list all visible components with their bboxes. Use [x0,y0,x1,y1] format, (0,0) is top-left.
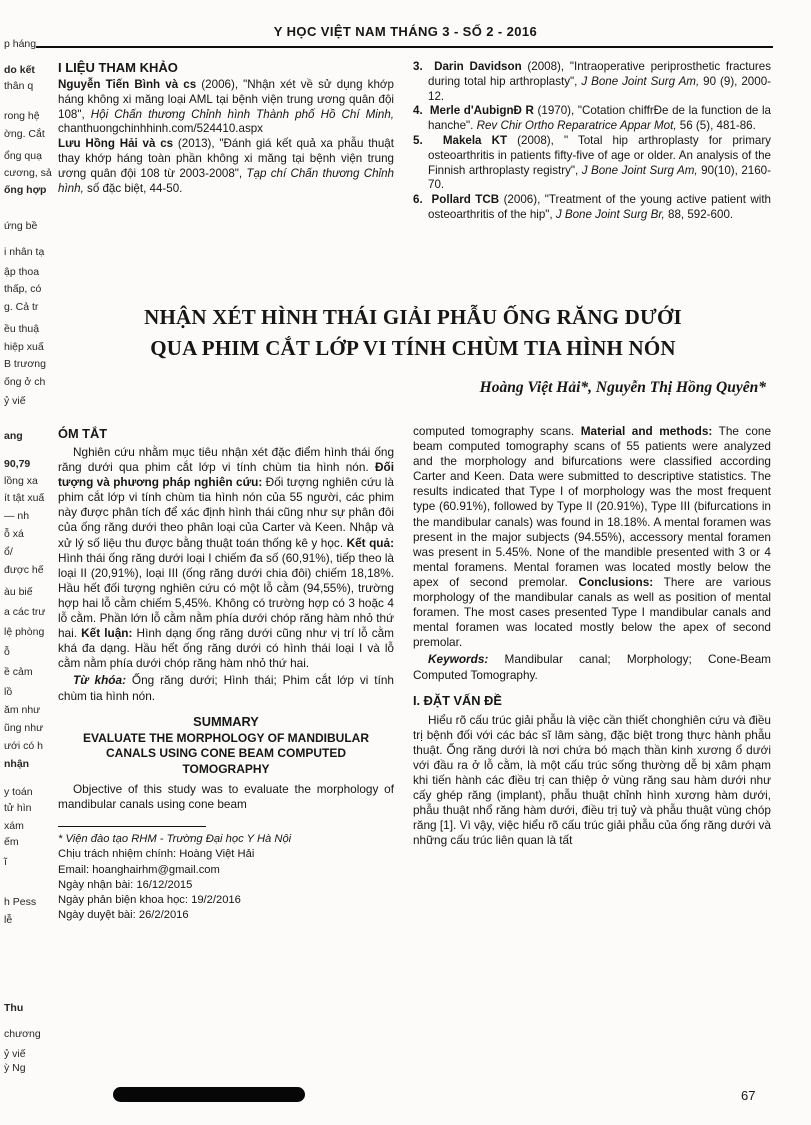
article-title-line1: NHẬN XÉT HÌNH THÁI GIẢI PHẪU ỐNG RĂNG DƯỚI [144,305,682,329]
footnote-separator [58,826,206,827]
margin-artifact-text: B trương [4,358,46,370]
journal-title: Y HỌC VIỆT NAM THÁNG 3 - SỐ 2 - 2016 [273,24,538,39]
text-segment: 6. Pollard TCB [413,193,500,207]
margin-artifact-text: ưới có h [4,740,44,752]
reference-item [413,134,771,193]
margin-artifact-text: ít tật xuấ [4,492,45,504]
margin-artifact-text: lệ phòng [4,626,45,638]
text-segment: (2006), "Nhận xét về sử dụng khớp háng không xi măng loại AML tại bệnh viện trung ương quân đội 108", [58,78,394,121]
text-segment: Kết luận: [81,626,133,641]
text-segment: 56 (5), 481-86. [676,119,756,133]
page-header [0,24,811,39]
text-segment: 88, 592-600. [664,207,734,221]
text-segment: J Bone Joint Surg Am, [581,74,700,88]
margin-artifact-text: ứng bề [4,220,38,232]
text-segment: The cone beam computed tomography scans of 55 patients were analyzed and the morphology and bifurcations were classified according Carter and Keen. Data were submitted to descriptive statistics. The results indicated that Type I of morphology was the most frequent type (60.91%), followed by Type II (20.91%), Type III (bifurcations in the mandibular canals) was found in 18.18%. A mental foramen was present in the major subjects (94.55%), accessory mental foramen was present in 5.45%. None of the mandible presented with 3 or 4 mental foramens. Mental foramen was located mostly below the apex of second premolar. [413,424,772,589]
article-title-block [56,302,770,397]
margin-artifact-text: lễ [4,914,13,926]
margin-artifact-text: ề cảm [4,666,33,678]
margin-artifact-text: ỗ xá [4,528,24,540]
text-segment: Tạp chí Chấn thương Chỉnh hình, [58,166,394,195]
margin-artifact-text: thấp, có [4,283,42,295]
introduction-heading: I. ĐẶT VẤN ĐỀ [413,692,502,708]
margin-artifact-text: ĩ [4,856,7,868]
abstract-keywords [58,673,394,703]
margin-artifact-text: lồng xa [4,475,38,487]
text-segment: (2008), "Intraoperative periprosthetic fractures during total hip arthroplasty", [428,60,772,88]
text-segment: (2006), "Treatment of the young active patient with osteoarthritis of the hip", [428,193,771,221]
margin-artifact-text: ỗ [4,646,10,658]
margin-artifact-text: ổng quạ [4,150,42,162]
text-segment: 90 (9), 2000-12. [428,74,771,103]
summary-continuation-paragraph [413,424,771,650]
text-segment: 90(10), 2160-70. [428,163,771,192]
margin-artifact-text: a các trư [4,606,46,618]
references-heading: I LIỆU THAM KHẢO [58,60,178,75]
text-segment: 4. Merle d'AubignĐ R [413,104,534,118]
footnote-email: Email: hoanghairhm@gmail.com [58,863,220,876]
margin-artifact-text: p háng [4,38,37,50]
article-title-line2: QUA PHIM CẮT LỚP VI TÍNH CHÙM TIA HÌNH NÓN [150,336,676,360]
reference-item [413,193,771,223]
margin-artifact-text: g. Cả tr [4,301,39,313]
footnote-review-date: Ngày phản biện khoa học: 19/2/2016 [58,894,241,907]
abstract-heading: ÓM TẮT [58,426,108,441]
references-left-column [58,60,394,196]
text-segment: There are various morphology of the mandibular canals as well as position of mental foramen. The most cases presented Type I mandibular canals and mental foramen was located mostly below the apex of second premolar. [413,574,771,650]
reference-item [413,104,771,134]
margin-artifact-text: được hế [4,564,44,576]
text-segment: Rev Chir Ortho Reparatrice Appar Mot, [476,119,677,133]
footnote-received-date: Ngày nhận bài: 16/12/2015 [58,878,193,891]
margin-artifact-text: ếm [4,836,19,848]
summary-title: EVALUATE THE MORPHOLOGY OF MANDIBULAR CANALS USING CONE BEAM COMPUTED TOMOGRAPHY [83,730,369,776]
left-column [58,424,394,924]
margin-artifact-text: xám [4,820,24,832]
right-column [413,424,771,850]
reference-item [58,137,394,196]
introduction-paragraph: Hiểu rõ cấu trúc giải phẫu là việc cần thiết chonghiên cứu và điều trị bệnh đối với các bác sĩ lâm sàng, đặc biệt trong thực hành phẫu thuật. Ống răng dưới là nơi chứa bó mạch thần kinh xương ổ dưới với đầu ra ở lỗ cằm, là một cấu trúc sống thường dễ bị xâm phạm khi tiến hành các điều trị can thiệp ở vùng răng sau hàm dưới như cấy ghép răng (implant), phẫu thuật chỉnh hình xương hàm dưới, phẫu thuật nhổ răng hàm dưới, điều trị tuỷ và phẫu thuật vùng chóp răng [1]. Vì vậy, việc hiểu rõ cấu trúc giải phẫu của ống răng dưới và những cấu trúc liên quan là tất [413,712,771,848]
margin-artifact-text: àu biế [4,586,33,598]
margin-artifact-text: h Pess [4,896,37,908]
text-segment: Material and methods: [580,424,713,438]
margin-artifact-text: y toán [4,786,33,798]
margin-artifact-text: tử hìn [4,802,32,814]
margin-artifact-text: 90,79 [4,458,31,470]
article-authors: Hoàng Việt Hải*, Nguyễn Thị Hồng Quyên* [479,379,766,396]
margin-artifact-text: ang [4,430,23,442]
margin-artifact-text: ập thoa [4,266,40,278]
scan-artifact-bar [113,1087,305,1102]
reference-item [413,60,771,104]
text-segment: Nguyễn Tiến Bình và cs [58,78,197,91]
summary-lead-paragraph: Objective of this study was to evaluate the morphology of mandibular canals using cone beam [58,782,394,812]
text-segment: (1970), "Cotation chiffrĐe de la function de la hanche". [428,104,771,133]
margin-artifact-text: rong hệ [4,110,40,122]
margin-artifact-text: ống hợp [4,184,47,196]
text-segment: 3. Darin Davidson [413,60,522,73]
references-list-left [58,78,394,196]
margin-artifact-text: — nh [4,510,30,522]
text-segment: Hình dạng ống răng dưới cũng như vị trí lỗ cằm khá đa dạng. Hầu hết ống răng dưới có hình thái loại I và lỗ cằm nằm phía dưới chóp răng hàm nhỏ thứ hai. [58,626,394,671]
references-right-column [413,60,771,223]
text-segment: số đặc biệt, 44-50. [83,181,183,195]
margin-artifact-text: nhận [4,758,30,770]
footnote-affiliation: * Viện đào tạo RHM - Trường Đại học Y Hà Nội [58,833,292,846]
text-segment: Conclusions: [578,574,654,589]
text-segment: Từ khóa: [73,673,126,688]
text-segment: Kết quả: [346,535,394,550]
margin-artifact-text: i nhân tạ [4,246,45,258]
text-segment: chanthuongchinhhinh.com/524410.aspx [58,122,263,136]
margin-artifact-text: hiệp xuấ [4,341,44,353]
summary-heading: SUMMARY [193,713,259,729]
margin-artifact-text: cương, sả [4,167,52,179]
summary-keywords [413,652,771,682]
text-segment: Lưu Hồng Hải và cs [58,137,174,151]
text-segment: Đối tượng nghiên cứu là phim cắt lớp vi tính chùm tia hình nón của 55 người, các phim này được phân tích để xác định hình thái cũng như sự phân đôi của ống răng dưới theo phân loại của Carter và Keen. Nhập và xử lý số liệu thu được bằng thuật toán thống kê y học. [58,475,394,550]
margin-artifact-text: Thu [4,1002,24,1014]
margin-artifact-text: ỳ Ng [4,1062,26,1074]
text-segment: 5. Makela KT [413,133,508,147]
footnote-accepted-date: Ngày duyệt bài: 26/2/2016 [58,909,189,922]
margin-artifacts [0,0,56,1125]
margin-artifact-text: lồ [4,686,13,698]
header-rule [36,46,773,48]
margin-artifact-text: do kết [4,64,35,76]
footnote-block [58,826,394,923]
abstract-paragraph [58,445,394,671]
text-segment: J Bone Joint Surg Am, [581,163,698,177]
text-segment: Nghiên cứu nhằm mục tiêu nhận xét đặc điểm hình thái ống răng dưới qua phim cắt lớp vi tính chùm tia hình nón. [58,445,394,475]
margin-artifact-text: chương [4,1028,41,1040]
margin-artifact-text: ống ở ch [4,376,46,388]
margin-artifact-text: ổ/ [4,546,13,558]
text-segment: Đối tượng và phương pháp nghiên cứu: [58,460,394,490]
text-segment: computed tomography scans. [413,424,581,438]
margin-artifact-text: ều thuậ [4,323,40,335]
margin-artifact-text: ỷ viế [4,395,26,407]
references-list-right [413,60,771,223]
text-segment: Hội Chấn thương Chỉnh hình Thành phố Hồ Chí Minh, [90,107,394,121]
reference-item [58,78,394,137]
margin-artifact-text: ờng. Cắt [4,128,45,140]
text-segment: Ống răng dưới; Hình thái; Phim cắt lớp vi tính chùm tia hình nón. [58,673,394,703]
margin-artifact-text: ũng như [4,722,44,734]
margin-artifact-text: thân q [4,80,34,92]
text-segment: Hình thái ống răng dưới loại I chiếm đa số (60,91%), tiếp theo là loại II (20,91%), loại III (ống răng dưới chia đôi) chiếm 18,18%. Hầu hết đối tượng nghiên cứu có một lỗ cằm (94,55%), trường hợp hai lỗ cằm chiếm 5,45%. Không có trường hợp có 3 hoặc 4 lỗ cằm. Phần lớn lỗ cằm nằm phía dưới chóp răng hàm nhỏ thứ hai. [58,550,394,641]
page-number: 67 [741,1088,756,1103]
text-segment: (2013), "Đánh giá kết quả xa phẫu thuật thay khớp háng toàn phần không xi măng tại bệnh viện trung ương quân đội 108 từ 2003-2008", [58,137,394,180]
text-segment: Keywords: [428,652,489,667]
footnote-responsible: Chịu trách nhiệm chính: Hoàng Việt Hải [58,848,255,861]
text-segment: Mandibular canal; Morphology; Cone-Beam Computed Tomography. [413,652,771,682]
margin-artifact-text: ăm như [4,704,41,716]
text-segment: J Bone Joint Surg Br, [555,207,665,221]
margin-artifact-text: ỷ viế [4,1048,26,1060]
text-segment: (2008), " Total hip arthroplasty for primary osteoarthritis in patients fifty-five of age or older. An analysis of the Finnish arthroplasty registry", [428,133,771,177]
article-title [56,302,770,364]
